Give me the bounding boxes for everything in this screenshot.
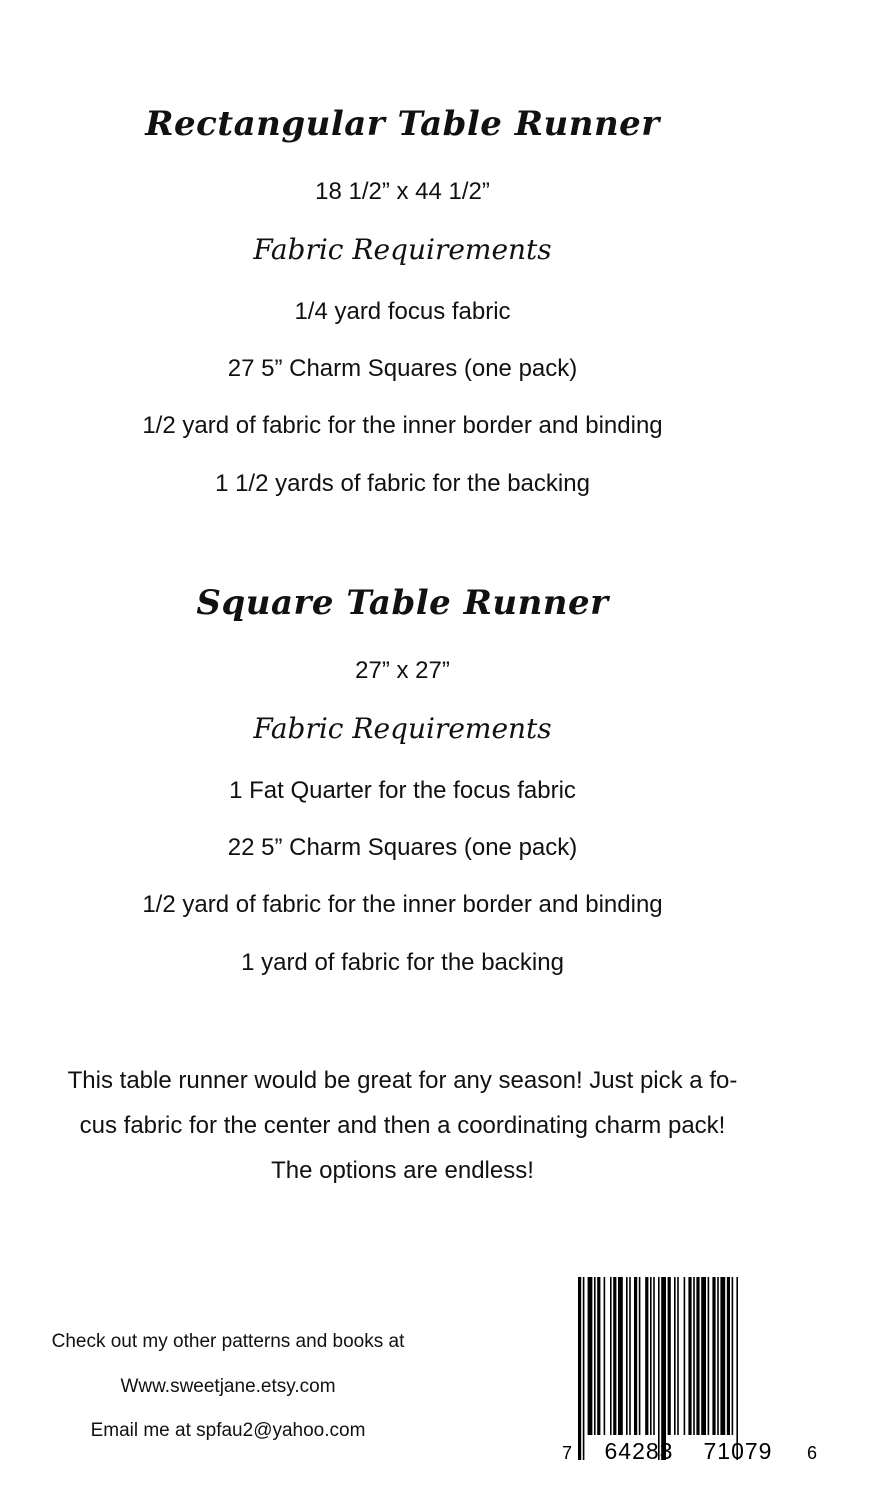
barcode-bar — [661, 1277, 666, 1460]
square-runner-title: Square Table Runner — [196, 583, 609, 623]
barcode-bar — [708, 1277, 710, 1435]
square-requirement-item: 1 Fat Quarter for the focus fabric — [229, 777, 576, 804]
barcode-bar — [720, 1277, 725, 1435]
barcode-bar — [727, 1277, 730, 1435]
description-line: The options are endless! — [271, 1157, 534, 1184]
barcode-graphic — [560, 1277, 820, 1467]
barcode-bar — [668, 1277, 671, 1435]
barcode-bar — [597, 1277, 600, 1435]
barcode-last-digit: 6 — [807, 1443, 818, 1463]
barcode-bar — [732, 1277, 734, 1435]
barcode-bar — [583, 1277, 585, 1460]
barcode-bar — [717, 1277, 719, 1435]
barcode-bar — [701, 1277, 706, 1435]
square-requirement-item: 1/2 yard of fabric for the inner border and binding — [142, 891, 663, 918]
barcode-bar — [610, 1277, 612, 1435]
barcode-bar — [588, 1277, 593, 1435]
barcode-bar — [604, 1277, 606, 1435]
rectangular-runner-size: 18 1/2” x 44 1/2” — [315, 178, 490, 205]
footer-patterns-text: Check out my other patterns and books at — [51, 1331, 405, 1352]
description-blurb — [15, 1058, 790, 1193]
barcode-right-digits: 71079 — [703, 1438, 773, 1464]
barcode-bar — [639, 1277, 641, 1435]
footer-website-link[interactable]: Www.sweetjane.etsy.com — [120, 1376, 336, 1397]
barcode-bar — [645, 1277, 648, 1435]
rectangular-requirement-item: 1/2 yard of fabric for the inner border and binding — [142, 412, 663, 439]
barcode-first-digit: 7 — [562, 1443, 573, 1463]
rectangular-requirement-item: 1 1/2 yards of fabric for the backing — [215, 470, 590, 497]
square-requirement-item: 22 5” Charm Squares (one pack) — [227, 834, 578, 861]
barcode-bar — [629, 1277, 631, 1435]
barcode-bar — [658, 1277, 660, 1460]
barcode-bar — [674, 1277, 676, 1435]
footer-email-text[interactable]: Email me at spfau2@yahoo.com — [90, 1420, 366, 1441]
barcode-bar — [693, 1277, 695, 1435]
barcode-bar — [613, 1277, 616, 1435]
barcode-bar — [634, 1277, 637, 1435]
barcode-bar — [712, 1277, 715, 1435]
barcode-left-digits: 64283 — [604, 1438, 674, 1464]
barcode-bar — [688, 1277, 691, 1435]
barcode — [560, 1277, 820, 1467]
barcode-bar — [696, 1277, 699, 1435]
square-runner-size: 27” x 27” — [355, 657, 450, 684]
barcode-bar — [677, 1277, 679, 1435]
rectangular-fabric-requirements-heading: Fabric Requirements — [253, 233, 552, 266]
rectangular-runner-title: Rectangular Table Runner — [145, 104, 660, 144]
barcode-bar — [736, 1277, 738, 1460]
barcode-bar — [618, 1277, 623, 1435]
square-fabric-requirements-heading: Fabric Requirements — [253, 712, 552, 745]
barcode-bar — [684, 1277, 686, 1435]
barcode-bar — [626, 1277, 628, 1435]
rectangular-requirement-item: 27 5” Charm Squares (one pack) — [227, 355, 578, 382]
description-line: cus fabric for the center and then a coordinating charm pack! — [79, 1112, 726, 1139]
barcode-bar — [653, 1277, 655, 1435]
barcode-bar — [650, 1277, 652, 1435]
description-line: This table runner would be great for any season! Just pick a fo- — [67, 1067, 738, 1094]
rectangular-requirement-item: 1/4 yard focus fabric — [294, 298, 511, 325]
square-requirement-item: 1 yard of fabric for the backing — [241, 949, 564, 976]
barcode-bar — [578, 1277, 581, 1460]
barcode-bar — [594, 1277, 596, 1435]
